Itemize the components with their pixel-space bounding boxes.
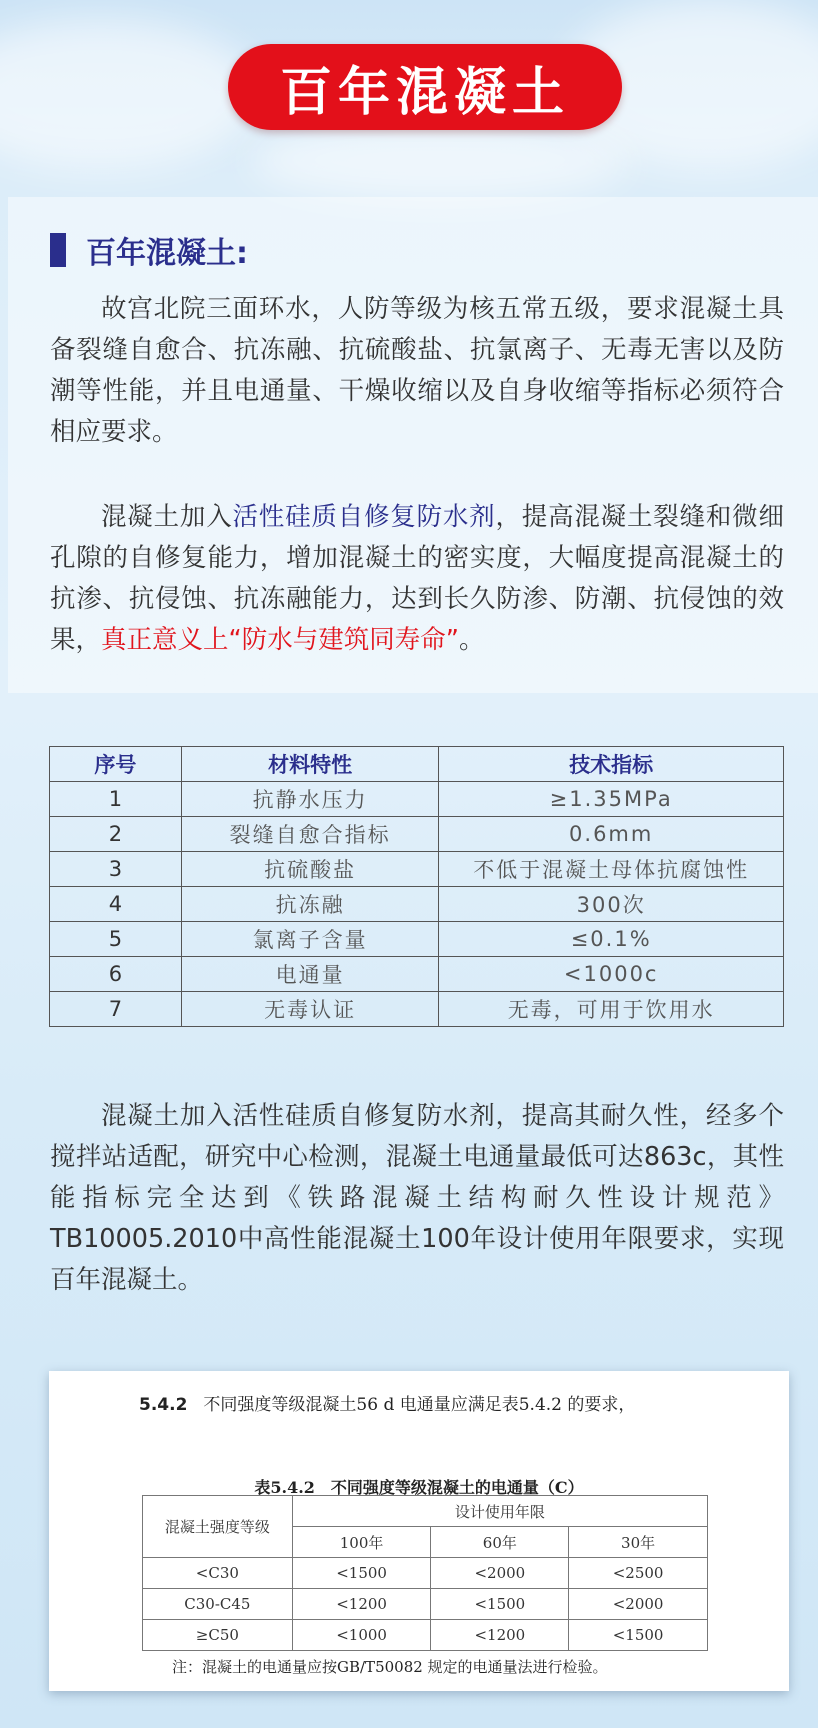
value-cell: <1500 (431, 1589, 569, 1620)
value-cell: <2500 (569, 1558, 708, 1589)
standard-table-caption: 表5.4.2 不同强度等级混凝土的电通量（C） (254, 1478, 584, 1497)
standard-clause (139, 1391, 779, 1419)
row-property: 抗冻融 (181, 887, 439, 922)
col-header-value: 技术指标 (439, 747, 784, 782)
table-row (50, 852, 784, 887)
row-value: ≥1.35MPa (439, 782, 784, 817)
standard-header-row (143, 1496, 708, 1527)
grade-cell: <C30 (143, 1558, 293, 1589)
row-no: 5 (50, 922, 182, 957)
value-cell: <1500 (569, 1620, 708, 1651)
row-value: 无毒，可用于饮用水 (439, 992, 784, 1027)
year-header: 30年 (569, 1527, 708, 1558)
row-property: 电通量 (181, 957, 439, 992)
section-heading (50, 230, 248, 270)
row-no: 7 (50, 992, 182, 1027)
intro-paragraph-1: 故宫北院三面环水，人防等级为核五常五级，要求混凝土具备裂缝自愈合、抗冻融、抗硫酸盐、抗氯离子、无毒无害以及防潮等性能，并且电通量、干燥收缩以及自身收缩等指标必须符合相应要求。 (50, 294, 784, 447)
slogan-emphasis: 真正意义上“防水与建筑同寿命” (101, 625, 459, 655)
title-banner (228, 44, 622, 130)
row-value: 0.6mm (439, 817, 784, 852)
section-heading-text: 百年混凝土: (86, 236, 248, 271)
row-no: 6 (50, 957, 182, 992)
row-value: 300次 (439, 887, 784, 922)
cloud-decoration (250, 120, 630, 200)
para2-middle: ，提高混凝土裂缝和微细孔隙的自修复能力，增加混凝土的密实度，大幅度提高混凝土的抗渗、抗侵蚀、抗冻融能力，达到长久防渗、防潮、抗侵蚀的效果， (50, 502, 784, 655)
summary-paragraph: 混凝土加入活性硅质自修复防水剂，提高其耐久性，经多个搅拌站适配，研究中心检测，混凝土电通量最低可达863c，其性能指标完全达到《铁路混凝土结构耐久性设计规范》TB10005.2010中高性能混凝土100年设计使用年限要求，实现百年混凝土。 (50, 1101, 784, 1295)
col-header-property: 材料特性 (181, 747, 439, 782)
row-no: 4 (50, 887, 182, 922)
table-row (143, 1589, 708, 1620)
row-property: 抗硫酸盐 (181, 852, 439, 887)
spec-table-header (50, 747, 784, 782)
value-cell: <1500 (292, 1558, 431, 1589)
value-cell: <2000 (431, 1558, 569, 1589)
row-no: 1 (50, 782, 182, 817)
table-row (50, 957, 784, 992)
value-cell: <2000 (569, 1589, 708, 1620)
table-row (50, 887, 784, 922)
year-header: 100年 (292, 1527, 431, 1558)
value-cell: <1200 (431, 1620, 569, 1651)
clause-text: 不同强度等级混凝土56 d 电通量应满足表5.4.2 的要求， (203, 1395, 636, 1415)
col-header-no: 序号 (50, 747, 182, 782)
row-no: 3 (50, 852, 182, 887)
row-no: 2 (50, 817, 182, 852)
standard-excerpt (49, 1371, 789, 1691)
para2-suffix: 。 (458, 625, 485, 655)
grade-cell: C30-C45 (143, 1589, 293, 1620)
banner-title: 百年混凝土 (279, 62, 570, 123)
table-row (143, 1620, 708, 1651)
table-row (143, 1558, 708, 1589)
grade-header: 混凝土强度等级 (143, 1496, 293, 1558)
standard-table (142, 1495, 708, 1651)
spec-table (49, 746, 784, 1027)
row-property: 无毒认证 (181, 992, 439, 1027)
cloud-decoration (0, 20, 260, 170)
row-property: 氯离子含量 (181, 922, 439, 957)
row-value: <1000c (439, 957, 784, 992)
year-header: 60年 (431, 1527, 569, 1558)
intro-paragraph-2 (50, 497, 784, 661)
product-name-highlight: 活性硅质自修复防水剂 (232, 502, 496, 532)
table-row (50, 992, 784, 1027)
life-header: 设计使用年限 (292, 1496, 707, 1527)
para2-prefix: 混凝土加入 (101, 502, 233, 532)
row-value: 不低于混凝土母体抗腐蚀性 (439, 852, 784, 887)
value-cell: <1200 (292, 1589, 431, 1620)
heading-bar (50, 233, 66, 267)
row-property: 裂缝自愈合指标 (181, 817, 439, 852)
value-cell: <1000 (292, 1620, 431, 1651)
clause-number: 5.4.2 (139, 1395, 188, 1415)
table-row (50, 782, 784, 817)
table-row (50, 922, 784, 957)
row-property: 抗静水压力 (181, 782, 439, 817)
standard-note: 注：混凝土的电通量应按GB/T50082 规定的电通量法进行检验。 (172, 1658, 608, 1676)
table-row (50, 817, 784, 852)
grade-cell: ≥C50 (143, 1620, 293, 1651)
row-value: ≤0.1% (439, 922, 784, 957)
